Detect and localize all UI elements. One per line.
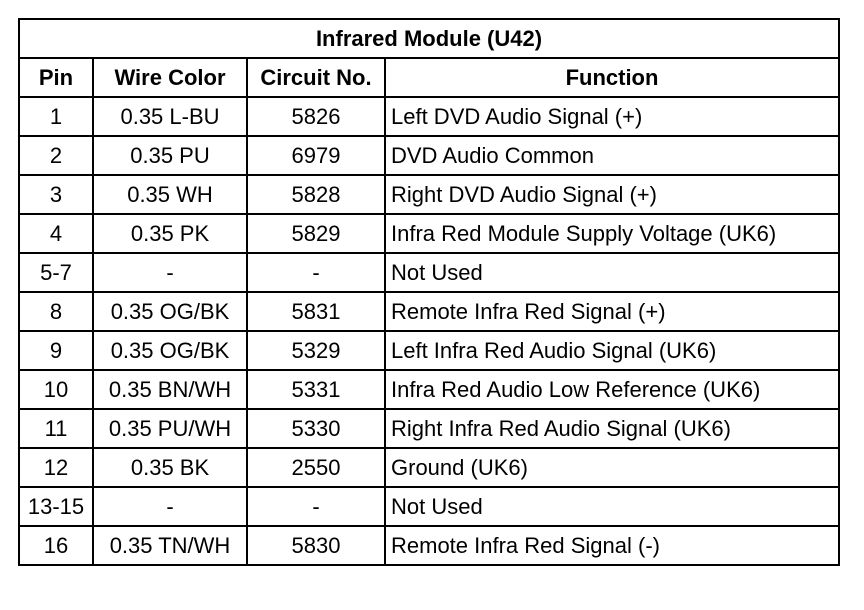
table-row [19,331,839,370]
cell-function: Ground (UK6) [385,448,839,487]
connector-pinout-table [18,18,840,566]
cell-function: Remote Infra Red Signal (+) [385,292,839,331]
table-row [19,292,839,331]
cell-circuit-no: 5829 [247,214,385,253]
table-row [19,487,839,526]
cell-pin: 12 [19,448,93,487]
table-title: Infrared Module (U42) [19,19,839,58]
cell-wire-color: 0.35 PU [93,136,247,175]
cell-pin: 16 [19,526,93,565]
header-function: Function [385,58,839,97]
cell-circuit-no: 5831 [247,292,385,331]
connector-table-container [18,18,840,566]
cell-function: Not Used [385,487,839,526]
cell-wire-color: - [93,253,247,292]
cell-function: Infra Red Module Supply Voltage (UK6) [385,214,839,253]
cell-circuit-no: 5330 [247,409,385,448]
cell-wire-color: 0.35 L-BU [93,97,247,136]
cell-circuit-no: 5329 [247,331,385,370]
cell-function: DVD Audio Common [385,136,839,175]
table-row [19,526,839,565]
table-row [19,214,839,253]
table-row [19,448,839,487]
header-wire-color: Wire Color [93,58,247,97]
cell-function: Right Infra Red Audio Signal (UK6) [385,409,839,448]
cell-function: Right DVD Audio Signal (+) [385,175,839,214]
cell-circuit-no: 5828 [247,175,385,214]
cell-circuit-no: 6979 [247,136,385,175]
cell-pin: 5-7 [19,253,93,292]
cell-pin: 11 [19,409,93,448]
cell-pin: 8 [19,292,93,331]
cell-circuit-no: 5830 [247,526,385,565]
table-row [19,253,839,292]
table-body [19,97,839,565]
cell-function: Left Infra Red Audio Signal (UK6) [385,331,839,370]
cell-function: Left DVD Audio Signal (+) [385,97,839,136]
table-row [19,175,839,214]
cell-wire-color: 0.35 OG/BK [93,292,247,331]
table-title-row [19,19,839,58]
cell-pin: 10 [19,370,93,409]
cell-wire-color: 0.35 PU/WH [93,409,247,448]
cell-circuit-no: 5826 [247,97,385,136]
cell-circuit-no: - [247,487,385,526]
cell-circuit-no: 5331 [247,370,385,409]
table-header-row [19,58,839,97]
cell-pin: 4 [19,214,93,253]
cell-wire-color: 0.35 PK [93,214,247,253]
header-pin: Pin [19,58,93,97]
cell-wire-color: 0.35 OG/BK [93,331,247,370]
cell-pin: 9 [19,331,93,370]
cell-pin: 3 [19,175,93,214]
cell-circuit-no: - [247,253,385,292]
cell-wire-color: 0.35 BN/WH [93,370,247,409]
cell-wire-color: 0.35 WH [93,175,247,214]
cell-pin: 1 [19,97,93,136]
cell-circuit-no: 2550 [247,448,385,487]
table-row [19,409,839,448]
cell-function: Infra Red Audio Low Reference (UK6) [385,370,839,409]
cell-pin: 13-15 [19,487,93,526]
cell-function: Not Used [385,253,839,292]
cell-wire-color: 0.35 TN/WH [93,526,247,565]
cell-pin: 2 [19,136,93,175]
cell-wire-color: 0.35 BK [93,448,247,487]
cell-wire-color: - [93,487,247,526]
table-row [19,97,839,136]
table-row [19,370,839,409]
header-circuit-no: Circuit No. [247,58,385,97]
table-row [19,136,839,175]
cell-function: Remote Infra Red Signal (-) [385,526,839,565]
